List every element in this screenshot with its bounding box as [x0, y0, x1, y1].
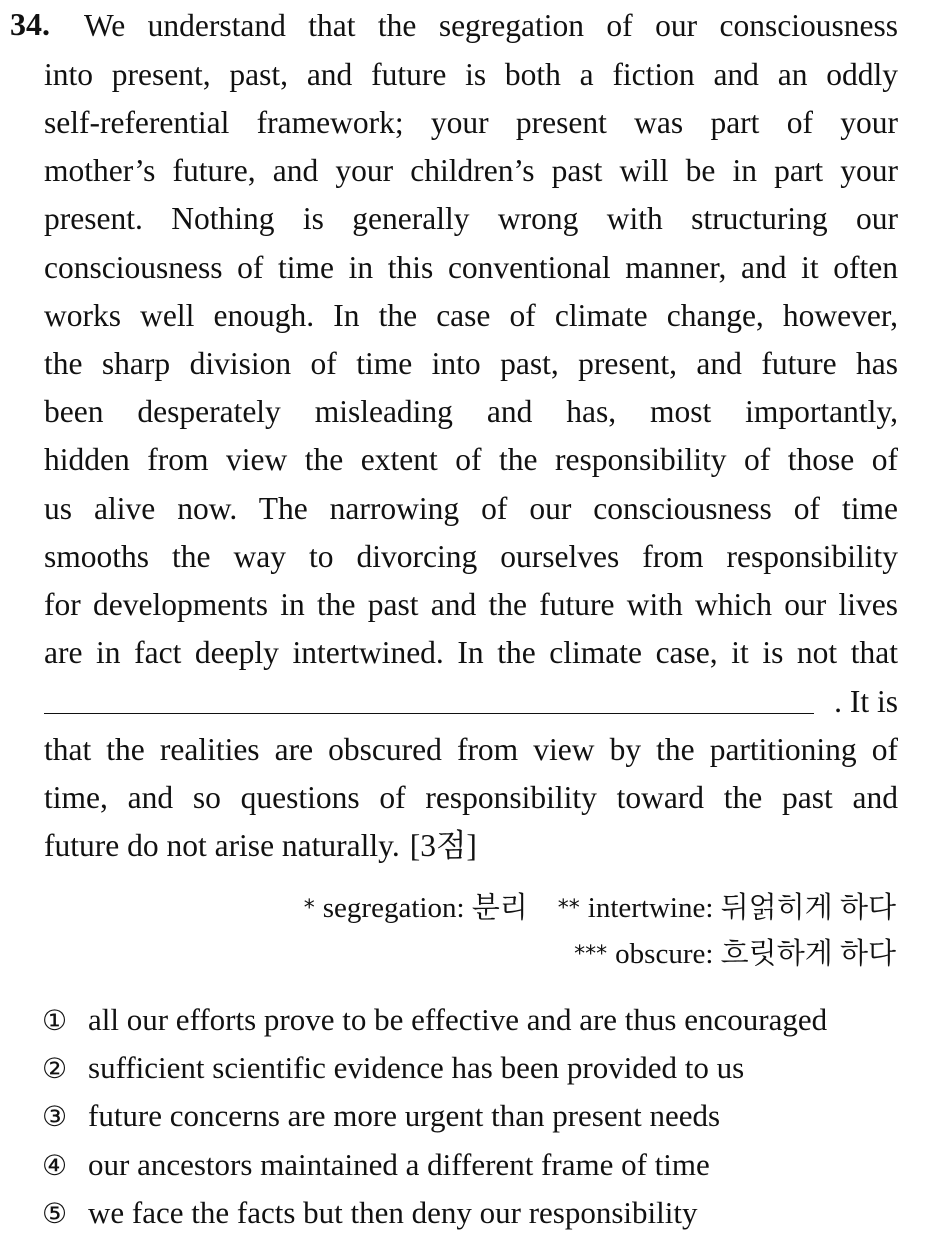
footnote-intertwine — [558, 892, 896, 924]
answer-blank — [44, 713, 814, 714]
passage-line: self-referential framework; your present was part of your — [44, 105, 898, 140]
passage-line: into present, past, and future is both a fiction and an oddly — [44, 57, 898, 92]
footnote-text: obscure: 흐릿하게 하다 — [615, 938, 896, 970]
points-badge: [3점] — [409, 828, 477, 863]
passage-line: works well enough. In the case of climate change, however, — [44, 298, 898, 333]
choice-text: sufficient scientific evidence has been provided to us — [88, 1050, 745, 1085]
footnotes — [96, 886, 896, 976]
footnote-marker: ** — [557, 896, 580, 921]
footnote-marker: *** — [574, 942, 608, 967]
passage-line: mother’s future, and your children’s past will be in part your — [44, 153, 898, 188]
choice-text: our ancestors maintained a different frame of time — [88, 1147, 710, 1182]
answer-choice-4[interactable] — [42, 1141, 902, 1189]
passage-line: are in fact deeply intertwined. In the climate case, it is not that — [44, 635, 898, 670]
choice-number: ④ — [42, 1149, 68, 1182]
footnote-text: intertwine: 뒤얽히게 하다 — [587, 892, 896, 924]
passage-line: time, and so questions of responsibility toward the past and — [44, 780, 898, 815]
passage-final-line — [44, 822, 898, 870]
footnote-obscure — [574, 938, 896, 970]
question-number: 34. — [10, 6, 50, 42]
blank-tail-text: . It is — [834, 684, 898, 719]
choice-number: ⑤ — [42, 1197, 68, 1230]
answer-blank-line — [44, 678, 898, 726]
passage-line: that the realities are obscured from view by the partitioning of — [44, 732, 898, 767]
passage-line: hidden from view the extent of the responsibility of those of — [44, 442, 898, 477]
choice-number: ① — [42, 1004, 68, 1037]
passage-final-text: future do not arise naturally. — [44, 828, 400, 863]
passage-line: smooths the way to divorcing ourselves from responsibility — [44, 539, 898, 574]
passage-line: the sharp division of time into past, present, and future has — [44, 346, 898, 381]
passage-line: We understand that the segregation of our consciousness — [84, 8, 898, 43]
answer-choice-5[interactable] — [42, 1189, 902, 1237]
footnote-row — [544, 932, 896, 976]
passage-line: consciousness of time in this conventional manner, and it often — [44, 250, 898, 285]
choice-text: future concerns are more urgent than present needs — [88, 1098, 721, 1133]
passage-line: been desperately misleading and has, most importantly, — [44, 394, 898, 429]
choice-number: ② — [42, 1052, 68, 1085]
footnote-segregation — [304, 892, 528, 924]
footnote-text: segregation: 분리 — [322, 892, 528, 924]
passage-line: us alive now. The narrowing of our consciousness of time — [44, 491, 898, 526]
answer-choice-2[interactable] — [42, 1044, 902, 1092]
answer-choice-1[interactable] — [42, 996, 902, 1044]
choice-number: ③ — [42, 1100, 68, 1133]
choice-text: we face the facts but then deny our responsibility — [88, 1195, 698, 1230]
footnote-marker: * — [303, 896, 315, 921]
footnote-row — [274, 886, 896, 930]
answer-choice-3[interactable] — [42, 1092, 902, 1140]
choice-text: all our efforts prove to be effective and are thus encouraged — [88, 1002, 828, 1037]
passage-line: present. Nothing is generally wrong with structuring our — [44, 201, 898, 236]
passage-line: for developments in the past and the future with which our lives — [44, 587, 898, 622]
